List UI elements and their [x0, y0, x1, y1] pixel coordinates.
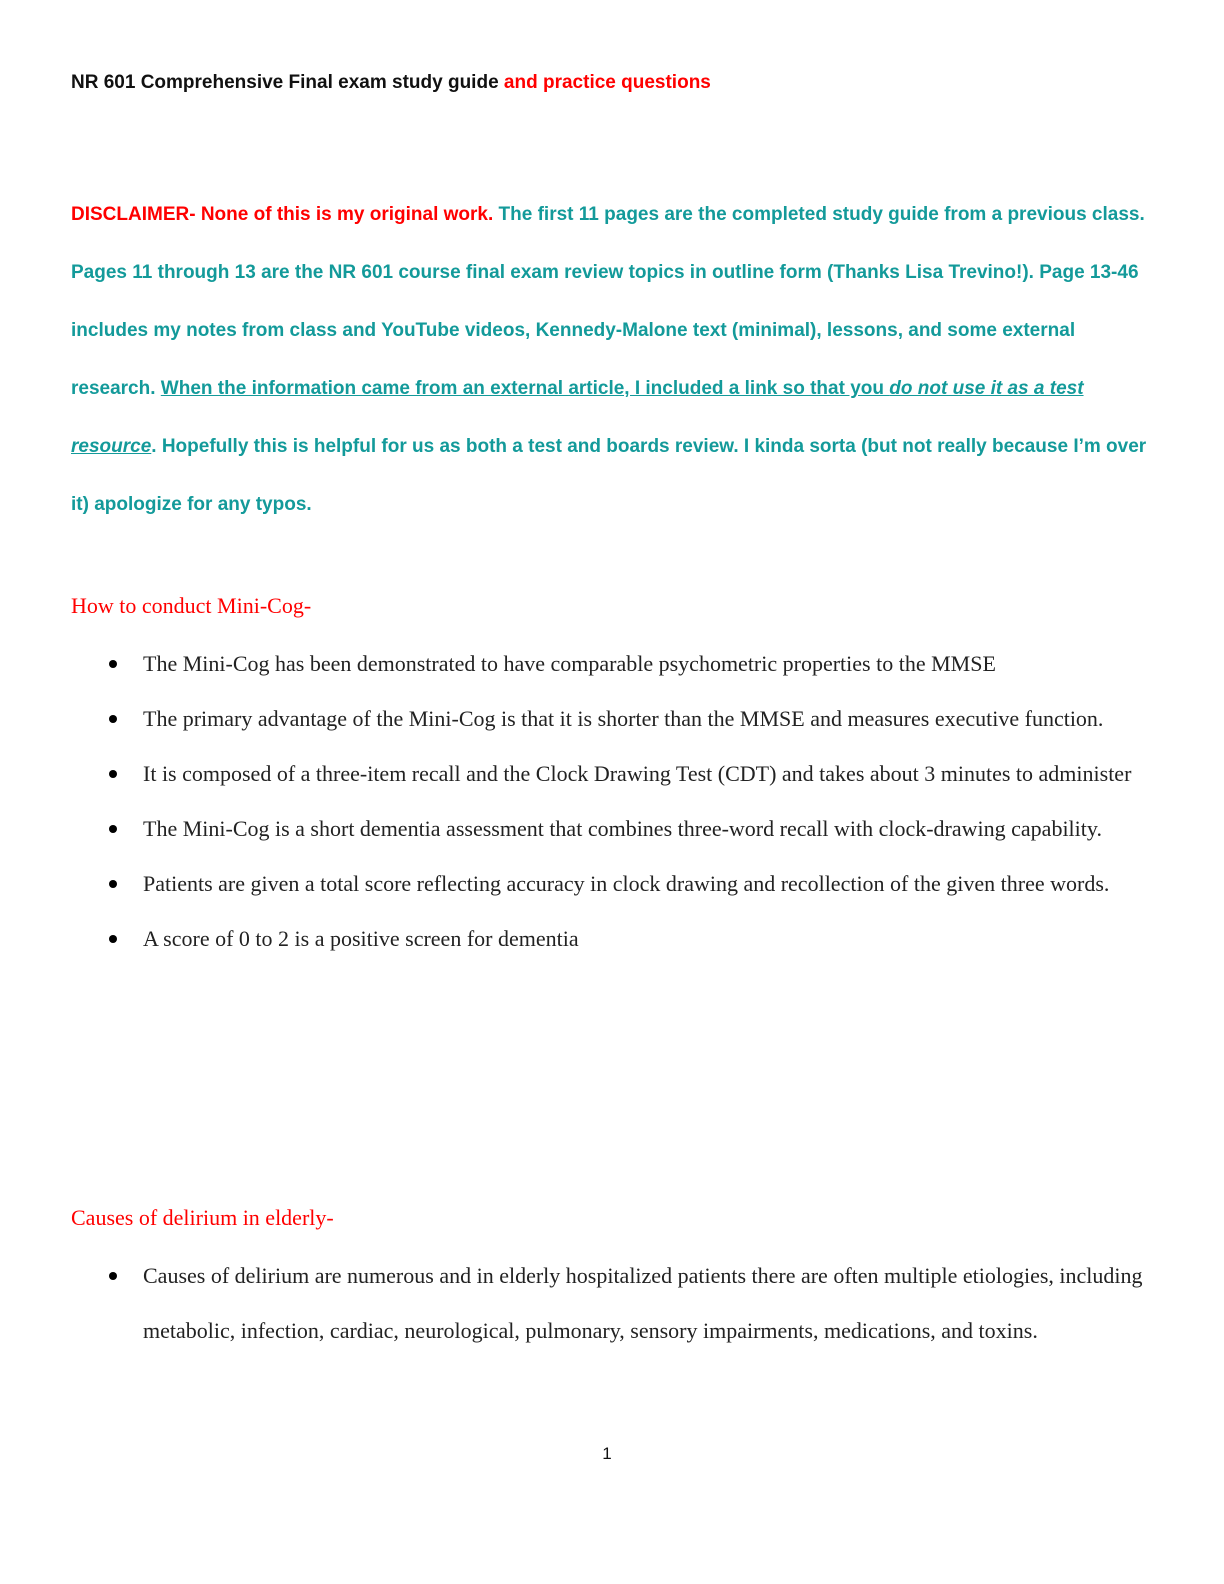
list-item-text: Patients are given a total score reflecting accuracy in clock drawing and recollection of the given three words. [143, 871, 1110, 896]
bullet-dot-icon [109, 1272, 117, 1280]
bullet-dot-icon [109, 880, 117, 888]
minicog-bullet-list [0, 636, 1224, 966]
bullet-dot-icon [109, 935, 117, 943]
title-main: NR 601 Comprehensive Final exam study guide [71, 72, 499, 93]
title-highlight: and practice questions [503, 72, 711, 93]
disclaimer-text-end: . Hopefully this is helpful for us as both a test and boards review. I kinda sorta (but not really because I’m over it) apologize for any typos. [71, 436, 1147, 515]
disclaimer-paragraph [71, 186, 1151, 534]
list-item [0, 911, 1224, 966]
list-item-text: It is composed of a three-item recall and the Clock Drawing Test (CDT) and takes about 3 minutes to administer [143, 761, 1132, 786]
disclaimer-label: DISCLAIMER- None of this is my original work. [71, 204, 494, 225]
list-item-text: The primary advantage of the Mini-Cog is that it is shorter than the MMSE and measures executive function. [143, 706, 1104, 731]
section-heading-delirium: Causes of delirium in elderly- [71, 1205, 334, 1230]
list-item [0, 746, 1224, 801]
bullet-dot-icon [109, 715, 117, 723]
bullet-dot-icon [109, 660, 117, 668]
list-item-text: The Mini-Cog is a short dementia assessment that combines three-word recall with clock-drawing capability. [143, 816, 1102, 841]
page-number: 1 [602, 1444, 612, 1463]
delirium-bullet-list [0, 1248, 1224, 1358]
list-item [0, 856, 1224, 911]
list-item-text: A score of 0 to 2 is a positive screen for dementia [143, 926, 579, 951]
disclaimer-text: The first 11 pages are the completed study guide from a previous class. Pages 11 through 13 are the NR 601 course final exam review topics in outline form (Thanks Lisa Trevino!). Page 13-46 includes my notes from class and YouTube videos, Kennedy-Malone text (minimal), lessons, and some external research. [71, 204, 1145, 399]
section-heading-minicog: How to conduct Mini-Cog- [71, 593, 312, 618]
document-title [71, 72, 711, 94]
disclaimer-underlined-part: When the information came from an external article, I included a link so that you [160, 378, 884, 399]
list-item [0, 691, 1224, 746]
disclaimer-underlined-italic: do not use it as a test resource [71, 378, 1084, 457]
list-item [0, 1248, 1224, 1358]
list-item-text: Causes of delirium are numerous and in elderly hospitalized patients there are often multiple etiologies, including metabolic, infection, cardiac, neurological, pulmonary, sensory impairments, medications, and toxins. [143, 1263, 1143, 1343]
list-item-text: The Mini-Cog has been demonstrated to have comparable psychometric properties to the MMSE [143, 651, 996, 676]
bullet-dot-icon [109, 770, 117, 778]
bullet-dot-icon [109, 825, 117, 833]
list-item [0, 636, 1224, 691]
list-item [0, 801, 1224, 856]
